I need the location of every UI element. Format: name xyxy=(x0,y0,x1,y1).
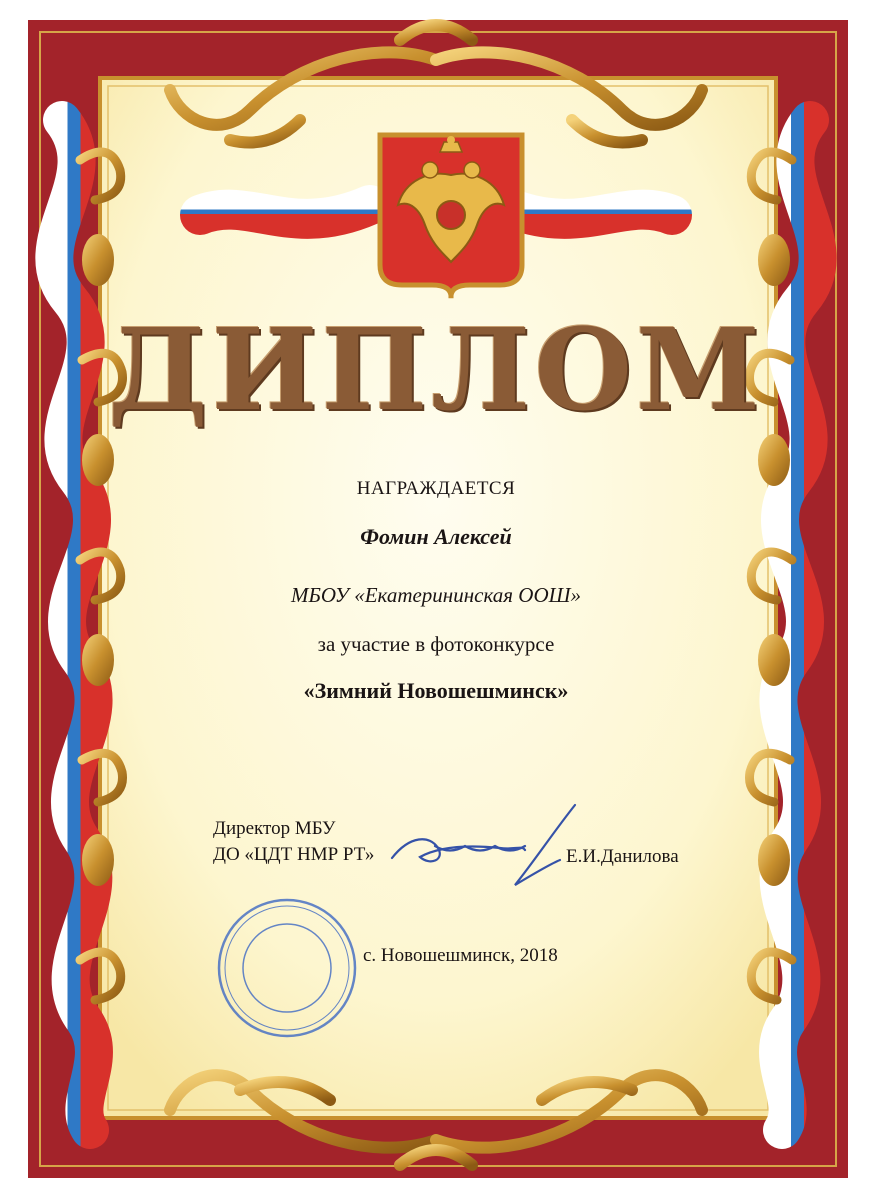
signer-title-line2: ДО «ЦДТ НМР РТ» xyxy=(213,844,375,865)
signer-title-line1: Директор МБУ xyxy=(213,818,336,839)
place-and-year: с. Новошешминск, 2018 xyxy=(363,945,558,966)
recipient-name: Фомин Алексей xyxy=(360,524,512,549)
diploma-title: ДИПЛОМ xyxy=(108,305,764,436)
school-name: МБОУ «Екатерининская ООШ» xyxy=(290,583,582,607)
russian-coat-of-arms-icon xyxy=(380,135,522,298)
awarded-label: НАГРАЖДАЕТСЯ xyxy=(356,478,516,499)
contest-name: «Зимний Новошешминск» xyxy=(303,678,569,703)
signer-name: Е.И.Данилова xyxy=(566,846,679,867)
award-reason: за участие в фотоконкурсе xyxy=(317,632,555,656)
